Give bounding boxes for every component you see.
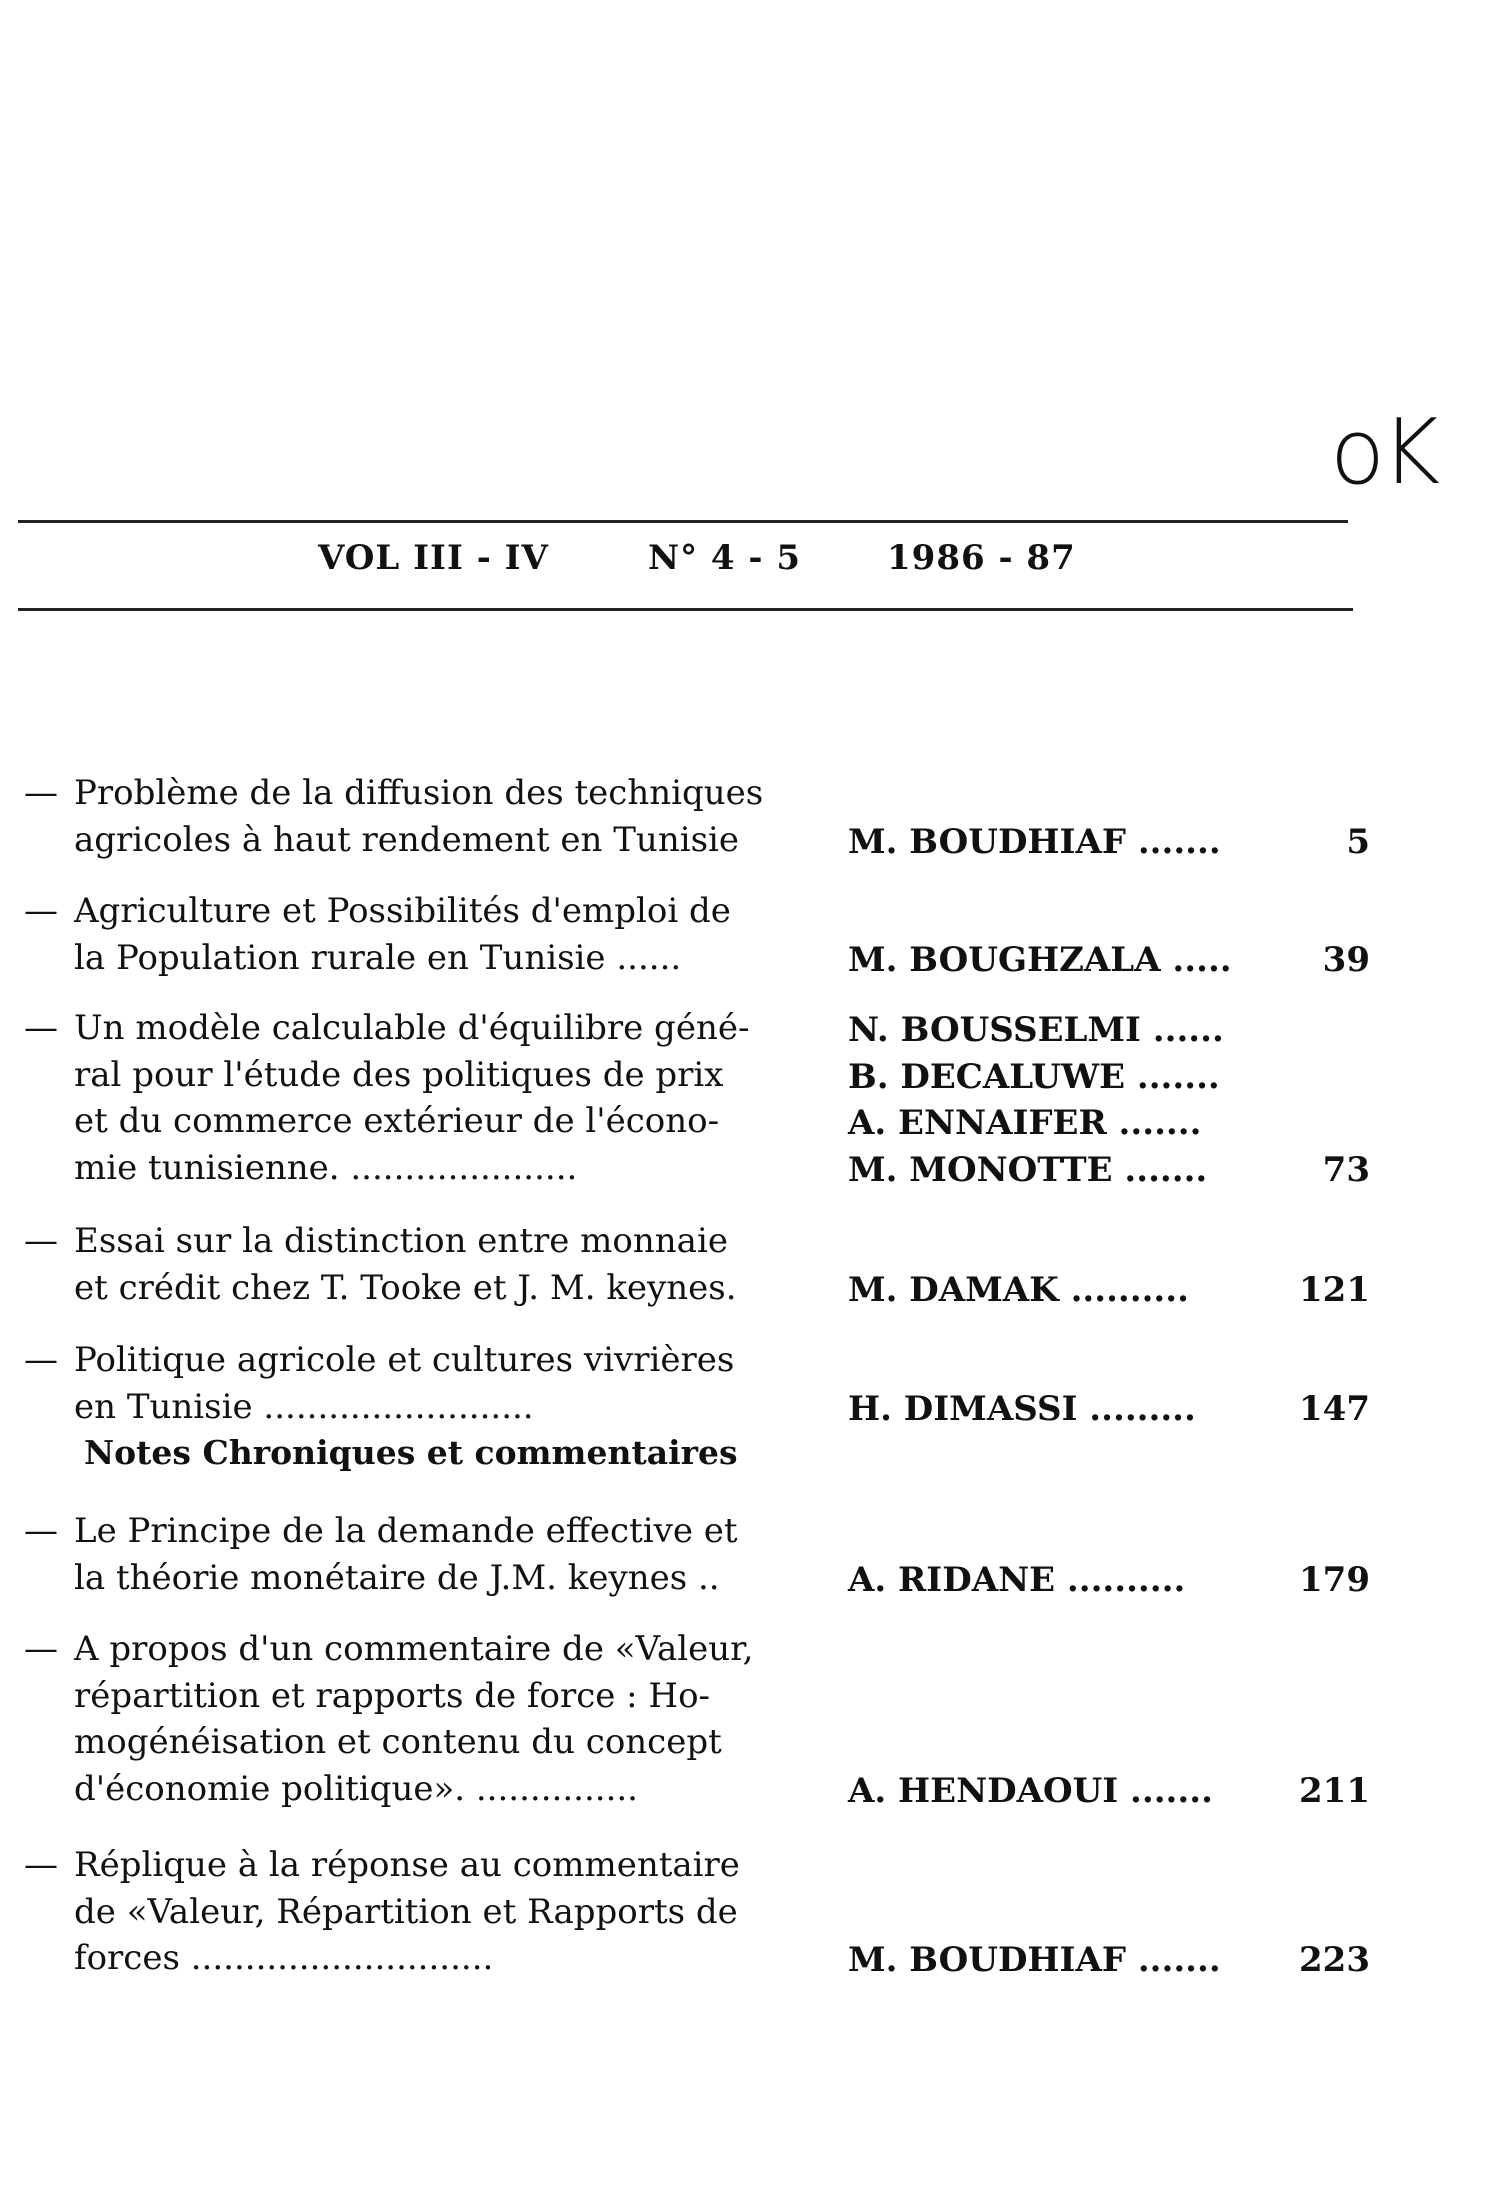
entry-title-line: Un modèle calculable d'équilibre géné- — [74, 1008, 750, 1048]
entry-title-line: ral pour l'étude des politiques de prix — [74, 1054, 724, 1095]
entry-title-line: et du commerce extérieur de l'écono- — [74, 1101, 720, 1141]
entry-page-number: 39 — [1322, 939, 1370, 980]
entry-page-number: 5 — [1346, 821, 1370, 862]
entry-author: A. HENDAOUI ....... — [848, 1770, 1213, 1811]
entry-title-line: d'économie politique». ............... — [74, 1768, 638, 1809]
entry-dash: — — [24, 1340, 58, 1380]
entry-title-line: Le Principe de la demande effective et — [74, 1511, 738, 1551]
section-subheading: Notes Chroniques et commentaires — [84, 1433, 738, 1472]
entry-dash: — — [24, 1629, 58, 1669]
entry-title-line: mie tunisienne. ..................... — [74, 1147, 578, 1188]
entry-author: H. DIMASSI ......... — [848, 1388, 1196, 1429]
entry-title-line: en Tunisie ......................... — [74, 1386, 534, 1427]
entry-page-number: 147 — [1299, 1388, 1370, 1429]
entry-dash: — — [24, 1221, 58, 1261]
entry-author: M. DAMAK .......... — [848, 1269, 1189, 1310]
entry-dash: — — [24, 1845, 58, 1885]
entry-title-line: mogénéisation et contenu du concept — [74, 1722, 722, 1762]
entry-dash: — — [24, 1511, 58, 1551]
entry-title-line: Essai sur la distinction entre monnaie — [74, 1221, 728, 1261]
entry-author: M. BOUDHIAF ....... — [848, 821, 1221, 862]
entry-title-line: la théorie monétaire de J.M. keynes .. — [74, 1557, 720, 1598]
entry-page-number: 121 — [1299, 1269, 1370, 1310]
header-bottom-rule — [18, 608, 1353, 611]
entry-author: M. MONOTTE ....... — [848, 1149, 1208, 1190]
entry-author: B. DECALUWE ....... — [848, 1056, 1220, 1097]
entry-page-number: 223 — [1299, 1940, 1370, 1980]
entry-title-line: Problème de la diffusion des techniques — [74, 773, 764, 813]
entry-title-line: la Population rurale en Tunisie ...... — [74, 937, 682, 978]
entry-title-line: répartition et rapports de force : Ho- — [74, 1675, 711, 1716]
entry-page-number: 211 — [1299, 1770, 1370, 1811]
entry-title-line: Réplique à la réponse au commentaire — [74, 1845, 740, 1885]
entry-page-number: 73 — [1322, 1149, 1370, 1190]
entry-author: M. BOUDHIAF ....... — [848, 1940, 1221, 1980]
entry-author: M. BOUGHZALA ..... — [848, 939, 1232, 980]
entry-author: A. ENNAIFER ....... — [848, 1103, 1202, 1143]
entry-title-line: forces ............................ — [74, 1938, 494, 1978]
handwritten-ok-mark: oK — [1330, 400, 1437, 505]
issue-years: 1986 - 87 — [887, 538, 1076, 578]
issue-number: N° 4 - 5 — [648, 538, 802, 578]
entry-title-line: et crédit chez T. Tooke et J. M. keynes. — [74, 1267, 737, 1308]
entry-title-line: Politique agricole et cultures vivrières — [74, 1340, 735, 1380]
entry-dash: — — [24, 773, 58, 813]
entry-dash: — — [24, 891, 58, 931]
entry-title-line: A propos d'un commentaire de «Valeur, — [74, 1629, 754, 1669]
header-top-rule — [18, 520, 1348, 523]
entry-title-line: agricoles à haut rendement en Tunisie — [74, 819, 740, 860]
entry-author: N. BOUSSELMI ...... — [848, 1010, 1224, 1050]
entry-title-line: Agriculture et Possibilités d'emploi de — [74, 891, 731, 931]
entry-title-line: de «Valeur, Répartition et Rapports de — [74, 1891, 738, 1932]
volume-label: VOL III - IV — [318, 538, 549, 578]
entry-dash: — — [24, 1008, 58, 1048]
issue-header — [0, 538, 1490, 588]
entry-page-number: 179 — [1299, 1559, 1370, 1600]
entry-author: A. RIDANE .......... — [848, 1559, 1186, 1600]
